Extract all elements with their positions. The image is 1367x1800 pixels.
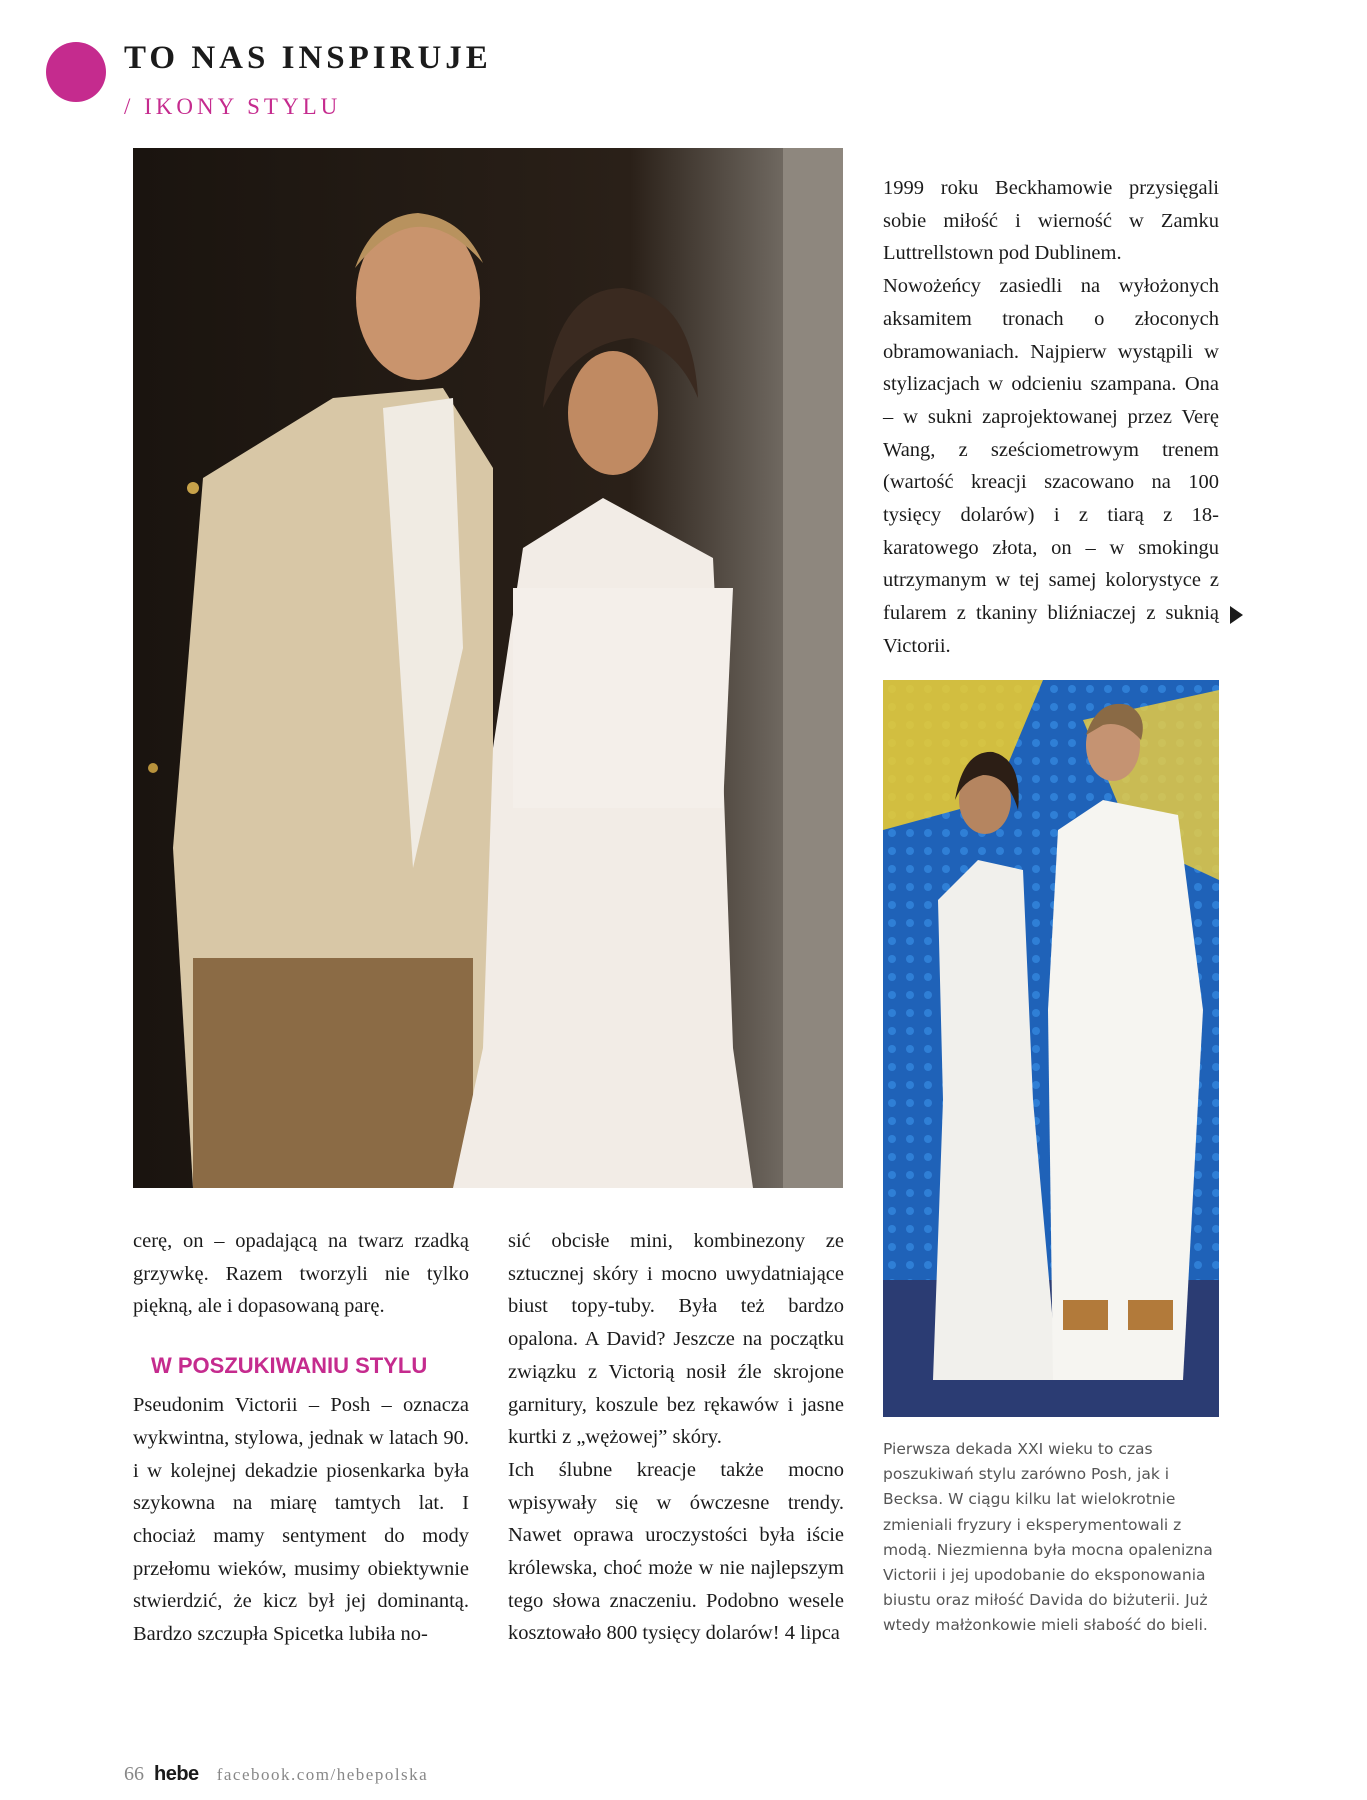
photo-caption [883, 1437, 1223, 1639]
footer-url: facebook.com/hebepolska [216, 1765, 429, 1784]
section-dot-icon [46, 42, 106, 102]
section-title: TO NAS INSPIRUJE [124, 40, 492, 76]
page-number: 66 [124, 1763, 144, 1785]
paragraph: Nowożeńcy zasiedli na wyłożonych aksamitem tronach o złoconych obramowaniach. Najpierw wystąpili w stylizacjach w odcieniu szampana. Ona – w sukni zaprojektowanej przez Verę Wang, z sześciometrowym trenem (wartość kreacji szacowano na 100 tysięcy dolarów) i z tiarą z 18-karatowego złota, on – w smokingu utrzymanym w tej samej kolorystyce z fularem z tkaniny bliźniaczej z suknią Victorii. [883, 275, 1219, 657]
subsection-title: / IKONY STYLU [124, 94, 342, 119]
side-photo [883, 680, 1219, 1417]
arrow-right-icon [1230, 606, 1243, 624]
paragraph: cerę, on – opadającą na twarz rzadką grzywkę. Razem tworzyli nie tylko piękną, ale i dopasowaną parę. [133, 1230, 469, 1318]
page-footer [124, 1763, 428, 1786]
brand-logo: hebe [154, 1763, 199, 1785]
paragraph: 1999 roku Beckhamowie przysięgali sobie miłość i wierność w Zamku Luttrellstown pod Dublinem. [883, 177, 1219, 265]
paragraph: Ich ślubne kreacje także mocno wpisywały się w ówczesne trendy. Nawet oprawa uroczystości była iście królewska, choć może w nie najlepszym tego słowa znaczeniu. Podobno wesele kosztowało 800 tysięcy dolarów! 4 lipca [508, 1458, 844, 1645]
article-column-top [883, 172, 1219, 663]
paragraph: Pseudonim Victorii – Posh – oznacza wykwintna, stylowa, jednak w latach 90. i w kolejnej dekadzie piosenkarka była szykowna na miarę tamtych lat. I chociaż mamy sentyment do mody przełomu wieków, musimy obiektywnie stwierdzić, że kicz był jej dominantą. Bardzo szczupła Spicetka lubiła no- [133, 1394, 469, 1646]
subheading: W POSZUKIWANIU STYLU [151, 1353, 428, 1379]
main-photo [133, 148, 843, 1188]
paragraph: sić obcisłe mini, kombinezony ze sztucznej skóry i mocno uwydatniające biust topy-tuby. Była też bardzo opalona. A David? Jeszcze na początku związku z Victorią nosił źle skrojone garnitury, koszule bez rękawów i jasne kurtki z „wężowej” skóry. [508, 1230, 844, 1449]
article-column-1 [133, 1225, 469, 1651]
caption-text: Pierwsza dekada XXI wieku to czas poszukiwań stylu zarówno Posh, jak i Becksa. W ciągu kilku lat wielokrotnie zmieniali fryzury i eksperymentowali z modą. Niezmienna była mocna opalenizna Victorii i jej upodobanie do eksponowania biustu oraz miłość Davida do biżuterii. Już wtedy małżonkowie mieli słabość do bieli. [883, 1440, 1213, 1635]
article-column-2 [508, 1225, 844, 1650]
